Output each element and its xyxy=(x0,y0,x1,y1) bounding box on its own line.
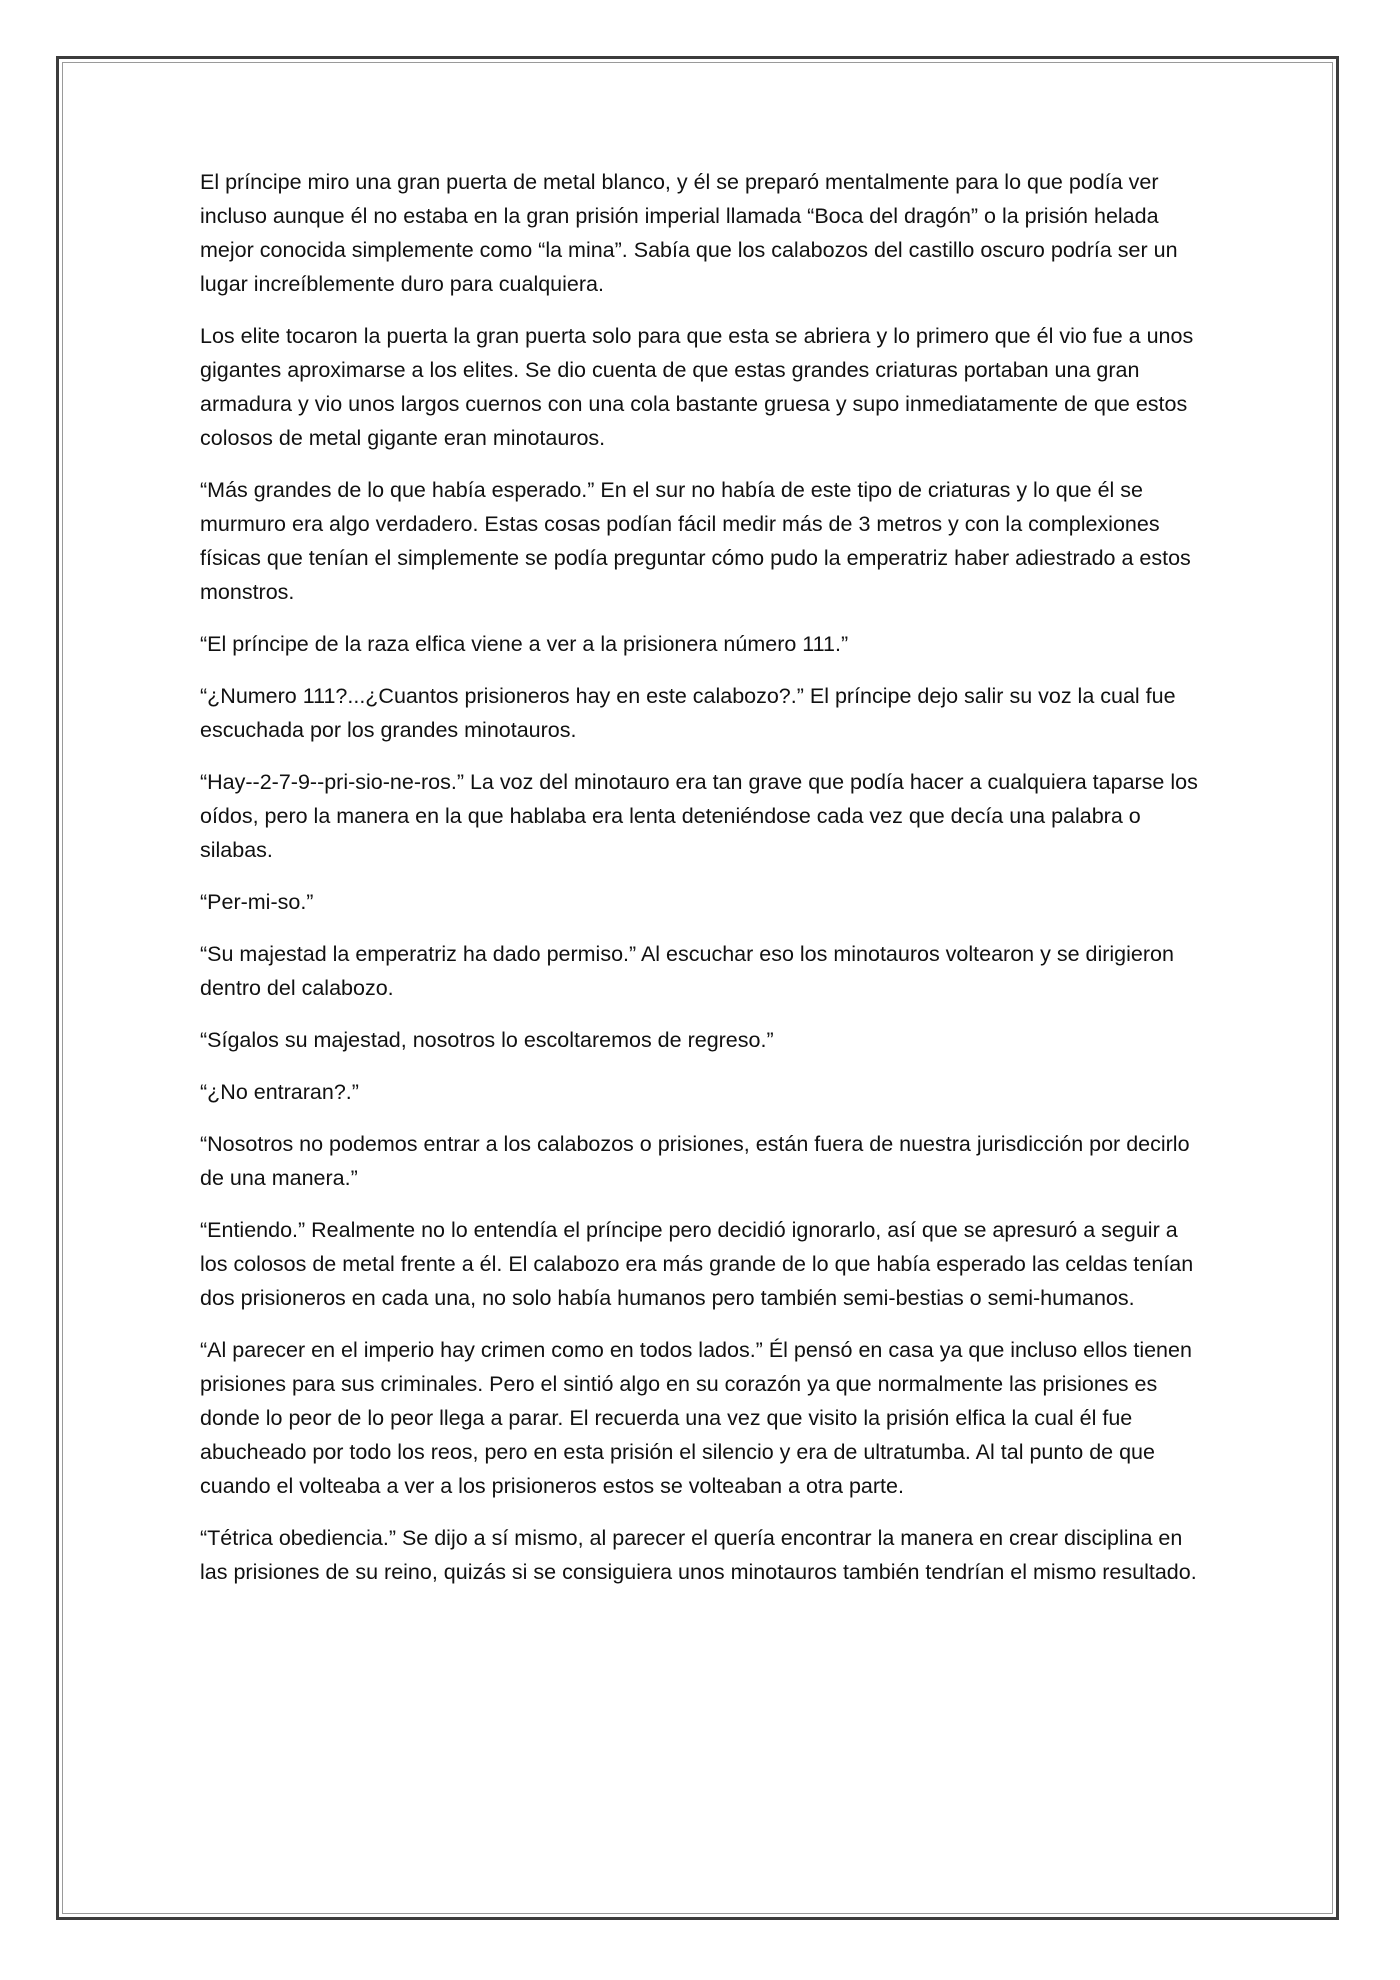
paragraph: “¿No entraran?.” xyxy=(200,1080,359,1104)
paragraph: “Hay--2-7-9--pri-sio-ne-ros.” La voz del minotauro era tan grave que podía hacer a cualquiera taparse los oídos, pero la manera en la que hablaba era lenta deteniéndose cada vez que decía una palabra o silabas. xyxy=(200,770,1198,862)
paragraph: “Nosotros no podemos entrar a los calabozos o prisiones, están fuera de nuestra jurisdicción por decirlo de una manera.” xyxy=(200,1132,1190,1190)
document-body xyxy=(200,165,1202,1607)
paragraph: “¿Numero 111?...¿Cuantos prisioneros hay en este calabozo?.” El príncipe dejo salir su voz la cual fue escuchada por los grandes minotauros. xyxy=(200,684,1176,742)
paragraph: “Al parecer en el imperio hay crimen como en todos lados.” Él pensó en casa ya que incluso ellos tienen prisiones para sus criminales. Pero el sintió algo en su corazón ya que normalmente las prisiones es donde lo peor de lo peor llega a parar. El recuerda una vez que visito la prisión elfica la cual él fue abucheado por todo los reos, pero en esta prisión el silencio y era de ultratumba. Al tal punto de que cuando el volteaba a ver a los prisioneros estos se volteaban a otra parte. xyxy=(200,1338,1192,1498)
paragraph: “Entiendo.” Realmente no lo entendía el príncipe pero decidió ignorarlo, así que se apresuró a seguir a los colosos de metal frente a él. El calabozo era más grande de lo que había esperado las celdas tenían dos prisioneros en cada una, no solo había humanos pero también semi-bestias o semi-humanos. xyxy=(200,1218,1194,1310)
paragraph: “Tétrica obediencia.” Se dijo a sí mismo, al parecer el quería encontrar la manera en crear disciplina en las prisiones de su reino, quizás si se consiguiera unos minotauros también tendrían el mismo resultado. xyxy=(200,1526,1197,1584)
paragraph: “Su majestad la emperatriz ha dado permiso.” Al escuchar eso los minotauros voltearon y se dirigieron dentro del calabozo. xyxy=(200,942,1174,1000)
paragraph: “Sígalos su majestad, nosotros lo escoltaremos de regreso.” xyxy=(200,1028,774,1052)
paragraph: “El príncipe de la raza elfica viene a ver a la prisionera número 111.” xyxy=(200,632,849,656)
paragraph: “Más grandes de lo que había esperado.” En el sur no había de este tipo de criaturas y lo que él se murmuro era algo verdadero. Estas cosas podían fácil medir más de 3 metros y con la complexiones físicas que tenían el simplemente se podía preguntar cómo pudo la emperatriz haber adiestrado a estos monstros. xyxy=(200,478,1191,604)
paragraph: “Per-mi-so.” xyxy=(200,890,314,914)
paragraph: El príncipe miro una gran puerta de metal blanco, y él se preparó mentalmente para lo que podía ver incluso aunque él no estaba en la gran prisión imperial llamada “Boca del dragón” o la prisión helada mejor conocida simplemente como “la mina”. Sabía que los calabozos del castillo oscuro podría ser un lugar increíblemente duro para cualquiera. xyxy=(200,170,1178,296)
paragraph: Los elite tocaron la puerta la gran puerta solo para que esta se abriera y lo primero que él vio fue a unos gigantes aproximarse a los elites. Se dio cuenta de que estas grandes criaturas portaban una gran armadura y vio unos largos cuernos con una cola bastante gruesa y supo inmediatamente de que estos colosos de metal gigante eran minotauros. xyxy=(200,324,1194,450)
